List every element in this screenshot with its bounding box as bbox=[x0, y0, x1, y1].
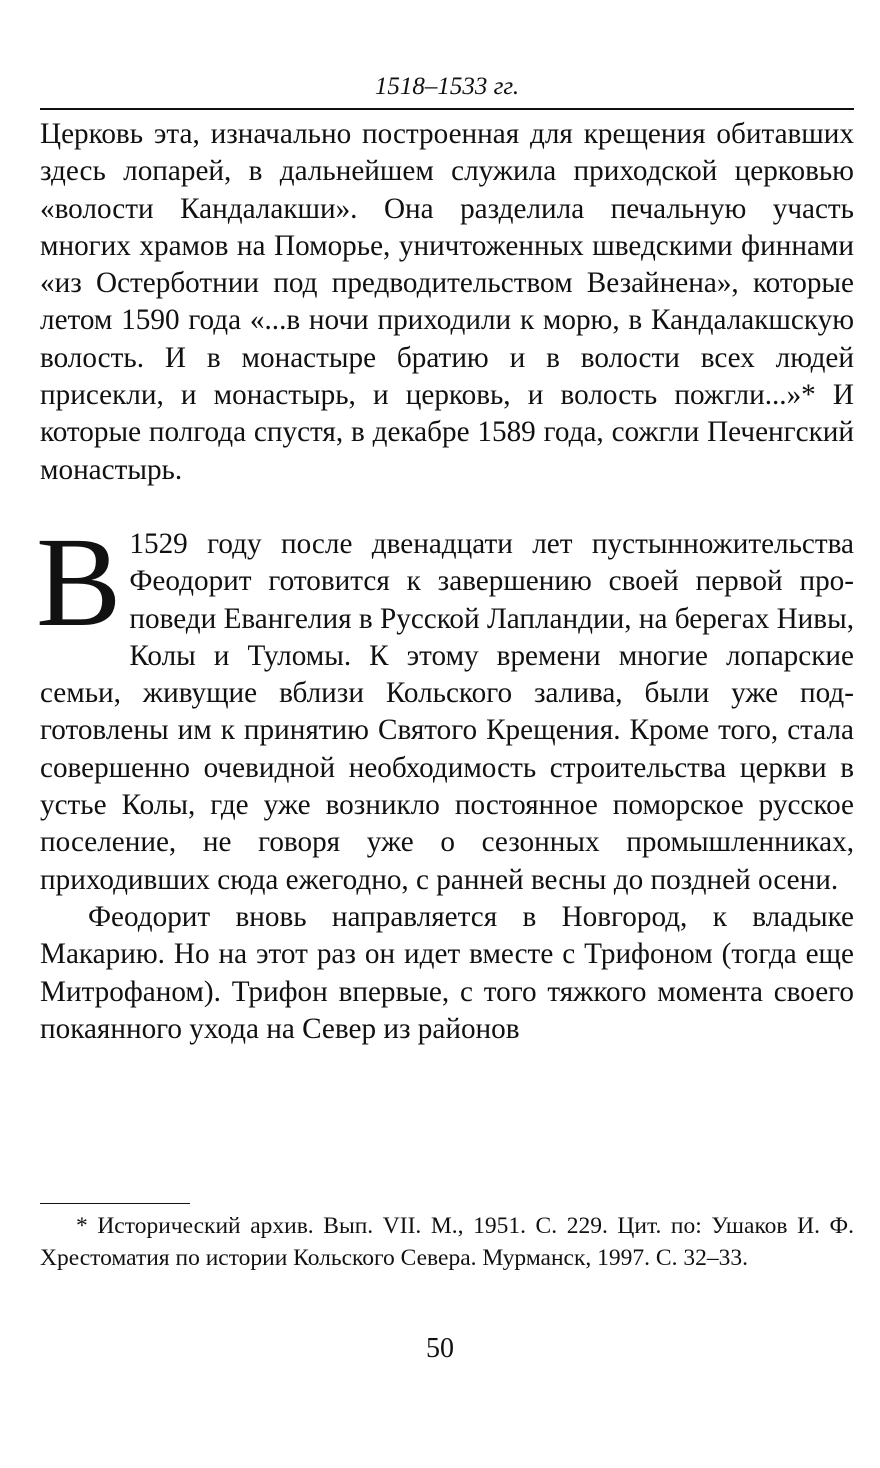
footnote-rule bbox=[40, 1203, 190, 1204]
running-head: 1518–1533 гг. bbox=[40, 72, 854, 110]
paragraph-1: Церковь эта, изначально построенная для крещения обитавших здесь лопарей, в дальнейшем служила приходской церковью «волости Кандалакши». Она разделила печальную участь многих храмов на Поморье, уничтоженных шведскими финнами «из Остерботнии под предводительством Везайнена», которые летом 1590 года «...в ночи приходили к морю, в Кандалакшскую волость. И в монастыре братию и в волости всех людей присекли, и монастырь, и церковь, и волость пожгли...»* И которые полгода спустя, в декабре 1589 года, сожгли Печенгский монастырь. bbox=[40, 118, 854, 486]
paragraph-3: Феодорит вновь направляется в Новгород, к владыке Макарию. Но на этот раз он идет вместе с Трифоном (тогда еще Митрофаном). Трифон впервые, с того тяжкого момента своего покаянного ухода на Север из районов bbox=[40, 900, 854, 1045]
drop-cap: В bbox=[36, 510, 122, 653]
paragraph-2 bbox=[36, 510, 854, 899]
page-number: 50 bbox=[426, 1333, 454, 1364]
book-page bbox=[36, 72, 854, 1048]
footnote: * Исторический архив. Вып. VII. М., 1951. С. 229. Цит. по: Ушаков И. Ф. Хрестоматия по истории Кольского Севера. Мурманск, 1997. С. 32–33. bbox=[40, 1213, 854, 1271]
main-text bbox=[36, 116, 854, 1048]
paragraph-2-text: 1529 году после двенадцати лет пустынножительства Феодорит готовится к завершению своей первой проповеди Евангелия в Русской Лапландии, на берегах Нивы, Колы и Туломы. К этому времени многие лопарские семьи, живущие вблизи Кольского залива, были уже подготовлены им к принятию Святого Крещения. Кроме того, стала совершенно очевидной необходимость строительства церкви в устье Колы, где уже возникло постоянное поморское русское поселение, не говоря уже о сезонных промышленниках, приходивших сюда ежегодно, с ранней весны до поздней осени. bbox=[40, 527, 854, 896]
